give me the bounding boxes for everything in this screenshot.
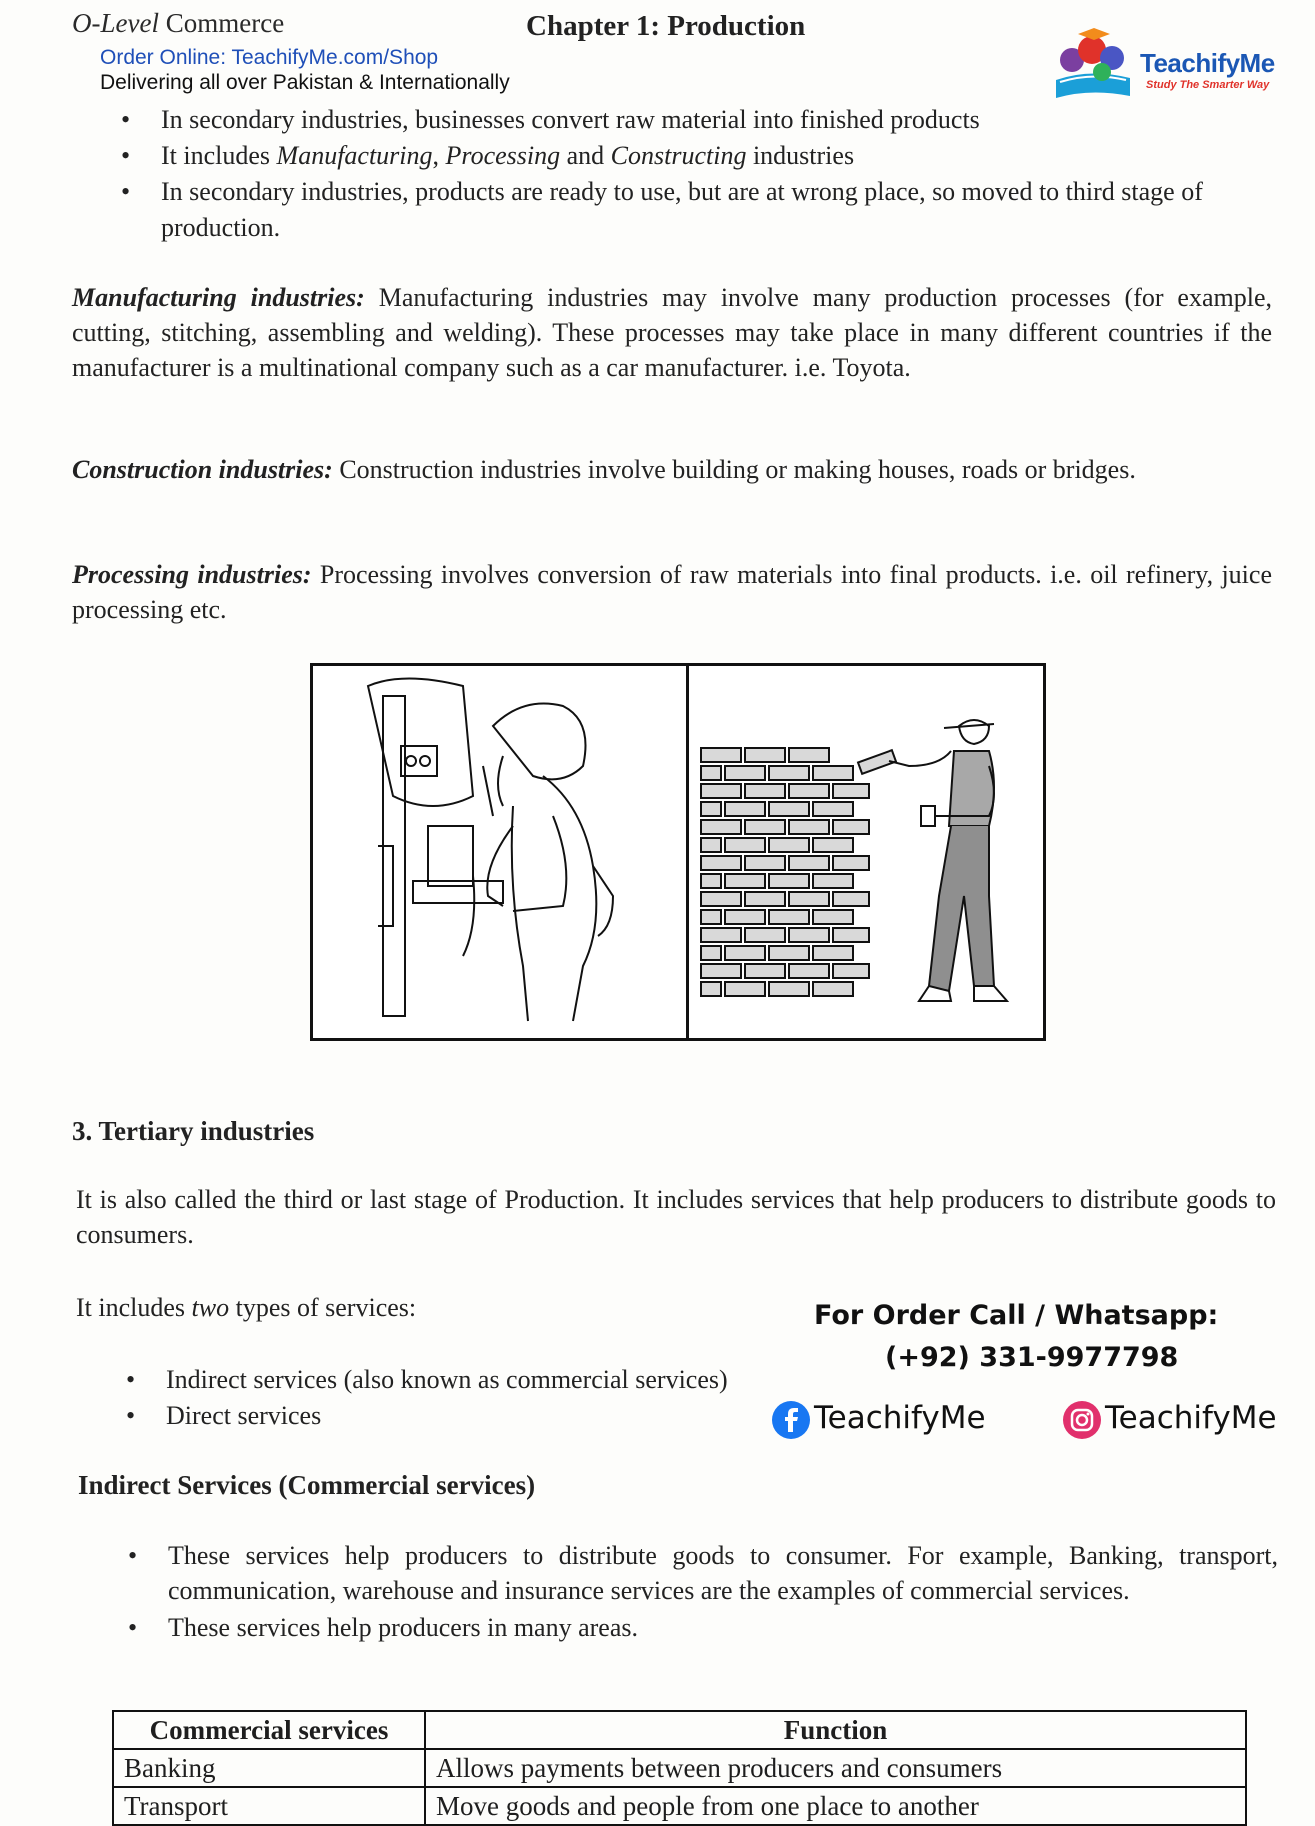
chapter-title: Chapter 1: Production [526, 10, 806, 42]
list-item: • In secondary industries, businesses convert raw material into finished products [121, 105, 980, 134]
instagram-icon [1063, 1401, 1101, 1439]
list-item: • It includes Manufacturing, Processing and Constructing industries [121, 141, 855, 170]
manufacturing-text: Manufacturing industries may involve many production processes (for example, cutting, stitching, assembling and welding). These processes may take place in many different countries if the manufacturer is a multinational company such as a car manufacturer. i.e. Toyota. [72, 283, 1272, 382]
subject-level: O-Level [72, 8, 159, 38]
indirect-services-heading: Indirect Services (Commercial services) [78, 1470, 536, 1500]
commercial-services-table [112, 1710, 1247, 1826]
construction-label: Construction industries: [72, 455, 333, 484]
processing-paragraph [72, 557, 1272, 627]
manufacturing-label: Manufacturing industries: [72, 283, 365, 312]
construction-text: Construction industries involve building or making houses, roads or bridges. [332, 455, 1136, 484]
instagram-handle: TeachifyMe [1105, 1400, 1277, 1436]
order-online-link[interactable]: Order Online: TeachifyMe.com/Shop [100, 46, 439, 69]
tertiary-types-intro: It includes two types of services: [76, 1293, 417, 1322]
column-header-service: Commercial services [113, 1711, 425, 1749]
list-item: • Indirect services (also known as commercial services) [126, 1365, 728, 1394]
delivery-note: Delivering all over Pakistan & Internationally [100, 71, 510, 94]
processing-label: Processing industries: [72, 560, 312, 589]
tertiary-heading: 3. Tertiary industries [72, 1116, 315, 1146]
list-item: • Direct services [126, 1401, 322, 1430]
column-header-function: Function [425, 1711, 1246, 1749]
secondary-bullets [121, 102, 1261, 246]
facebook-icon [772, 1401, 810, 1439]
facebook-handle: TeachifyMe [814, 1400, 986, 1436]
table-row [113, 1749, 1246, 1787]
tertiary-intro: It is also called the third or last stage of Production. It includes services that help producers to distribute goods to consumers. [76, 1185, 1276, 1249]
table-header-row [113, 1711, 1246, 1749]
list-item: • These services help producers in many areas. [128, 1613, 638, 1642]
bricklayer-illustration [689, 666, 1039, 1032]
indirect-services-list [128, 1538, 1278, 1646]
construction-paragraph [72, 452, 1272, 487]
logo-tagline: Study The Smarter Way [1146, 79, 1270, 91]
manufacturing-paragraph [72, 280, 1272, 385]
order-contact-label: For Order Call / Whatsapp: [814, 1300, 1219, 1331]
table-cell: Transport [113, 1787, 425, 1825]
list-item: • These services help producers to distribute goods to consumer. For example, Banking, transport, communication, warehouse and insurance services are the examples of commercial services. [128, 1541, 1278, 1605]
table-row [113, 1787, 1246, 1825]
logo-wordmark: TeachifyMe [1140, 48, 1275, 78]
teachifyme-logo [1050, 20, 1275, 102]
facebook-link[interactable] [772, 1400, 986, 1439]
welder-illustration [313, 666, 686, 1032]
list-item: • In secondary industries, products are ready to use, but are at wrong place, so moved to third stage of production. [121, 177, 1203, 242]
industry-illustration [310, 663, 1046, 1041]
instagram-link[interactable] [1063, 1400, 1277, 1439]
subject-name: Commerce [165, 8, 285, 38]
order-phone-number[interactable]: (+92) 331-9977798 [885, 1342, 1179, 1373]
service-types-list [126, 1362, 728, 1434]
processing-text: Processing involves conversion of raw materials into final products. i.e. oil refinery, juice processing etc. [72, 560, 1272, 624]
table-cell: Move goods and people from one place to another [425, 1787, 1246, 1825]
table-cell: Allows payments between producers and consumers [425, 1749, 1246, 1787]
subject-title [72, 8, 284, 39]
table-cell: Banking [113, 1749, 425, 1787]
